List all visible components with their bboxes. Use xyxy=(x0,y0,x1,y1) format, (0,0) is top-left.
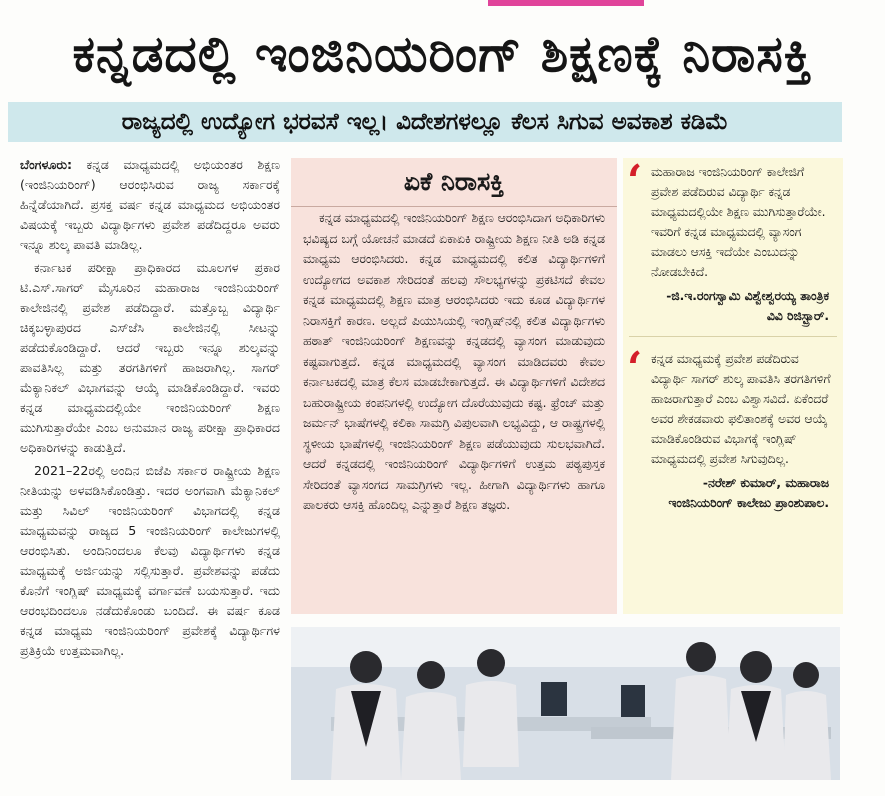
quotes-box xyxy=(623,158,843,614)
sidebar-title: ಏಕೆ ನಿರಾಸಕ್ತಿ xyxy=(403,167,505,196)
article-paragraph-2: ಕರ್ನಾಟಕ ಪರೀಕ್ಷಾ ಪ್ರಾಧಿಕಾರದ ಮೂಲಗಳ ಪ್ರಕಾರ ಟಿ.ಎಸ್.ಸಾಗರ್ ಮೈಸೂರಿನ ಮಹಾರಾಜ ಇಂಜಿನಿಯರಿಂಗ್ ಕಾಲೇಜಿನಲ್ಲಿ ಪ್ರವೇಶ ಪಡೆದಿದ್ದಾರೆ. ಮತ್ತೊಬ್ಬ ವಿದ್ಯಾರ್ಥಿ ಚಿಕ್ಕಬಳ್ಳಾಪುರದ ಎಸ್‌ಜೆಸಿ ಕಾಲೇಜಿನಲ್ಲಿ ಸೀಟನ್ನು ಪಡೆದುಕೊಂಡಿದ್ದಾರೆ. ಆದರೆ ಇಬ್ಬರು ಇನ್ನೂ ಶುಲ್ಕವನ್ನು ಪಾವತಿಸಿಲ್ಲ ಮತ್ತು ತರಗತಿಗಳಿಗೆ ಹಾಜರಾಗಿಲ್ಲ. ಸಾಗರ್ ಮೆಕ್ಯಾನಿಕಲ್ ವಿಭಾಗವನ್ನು ಆಯ್ಕೆ ಮಾಡಿಕೊಂಡಿದ್ದಾರೆ. ಇವರು ಕನ್ನಡ ಮಾಧ್ಯಮದಲ್ಲಿಯೇ ಇಂಜಿನಿಯರಿಂಗ್ ಶಿಕ್ಷಣ ಮುಗಿಸುತ್ತಾರೆಯೇ ಎಂಬ ಅನುಮಾನ ರಾಜ್ಯ ಪರೀಕ್ಷಾ ಪ್ರಾಧಿಕಾರದ ಅಧಿಕಾರಿಗಳನ್ನು ಕಾಡುತ್ತಿದೆ. xyxy=(20,260,280,455)
article-text-1: ಕನ್ನಡ ಮಾಧ್ಯಮದಲ್ಲಿ ಅಭಿಯಂತರ ಶಿಕ್ಷಣ (ಇಂಜಿನಿಯರಿಂಗ್) ಆರಂಭಿಸಿರುವ ರಾಜ್ಯ ಸರ್ಕಾರಕ್ಕೆ ಹಿನ್ನೆಡೆಯಾಗಿದೆ. ಪ್ರಸಕ್ತ ವರ್ಷ ಕನ್ನಡ ಮಾಧ್ಯಮದ ಅಭಿಯಂತರ ವಿಷಯಕ್ಕೆ ಇಬ್ಬರು ವಿದ್ಯಾರ್ಥಿಗಳು ಪ್ರವೇಶ ಪಡೆದಿದ್ದರೂ ಅವರು ಇನ್ನೂ ಶುಲ್ಕ ಪಾವತಿ ಮಾಡಿಲ್ಲ. xyxy=(20,157,280,252)
main-article xyxy=(20,155,280,775)
quote-mark-icon: ‘ xyxy=(627,158,643,207)
classroom-photo xyxy=(291,627,840,780)
quote-1-attribution: -ಜಿ.ಇ.ರಂಗಸ್ವಾಮಿ ವಿಶ್ವೇಶ್ವರಯ್ಯ ತಾಂತ್ರಿಕ ವಿವಿ ರಿಜಿಸ್ಟ್ರಾರ್. xyxy=(666,289,829,323)
article-paragraph-3: 2021–22ರಲ್ಲಿ ಅಂದಿನ ಬಿಜೆಪಿ ಸರ್ಕಾರ ರಾಷ್ಟ್ರೀಯ ಶಿಕ್ಷಣ ನೀತಿಯನ್ನು ಅಳವಡಿಸಿಕೊಂಡಿತ್ತು. ಇದರ ಅಂಗವಾಗಿ ಮೆಕ್ಯಾನಿಕಲ್ ಮತ್ತು ಸಿವಿಲ್ ಇಂಜಿನಿಯರಿಂಗ್ ವಿಭಾಗದಲ್ಲಿ ಕನ್ನಡ ಮಾಧ್ಯಮವನ್ನು ರಾಜ್ಯದ 5 ಇಂಜಿನಿಯರಿಂಗ್ ಕಾಲೇಜುಗಳಲ್ಲಿ ಆರಂಭಿಸಿತು. ಅಂದಿನಿಂದಲೂ ಕೆಲವು ವಿದ್ಯಾರ್ಥಿಗಳು ಕನ್ನಡ ಮಾಧ್ಯಮಕ್ಕೆ ಅರ್ಜಿಯನ್ನು ಸಲ್ಲಿಸುತ್ತಾರೆ. ಪ್ರವೇಶವನ್ನು ಪಡೆದು ಕೊನೆಗೆ ಇಂಗ್ಲಿಷ್ ಮಾಧ್ಯಮಕ್ಕೆ ವರ್ಗಾವಣೆ ಬಯಸುತ್ತಾರೆ. ಇದು ಆರಂಭದಿಂದಲೂ ನಡೆದುಕೊಂಡು ಬಂದಿದೆ. ಈ ವರ್ಷ ಕೂಡ ಕನ್ನಡ ಮಾಧ್ಯಮ ಇಂಜಿನಿಯರಿಂಗ್ ಪ್ರವೇಶಕ್ಕೆ ವಿದ್ಯಾರ್ಥಿಗಳ ಪ್ರತಿಕ್ರಿಯೆ ಉತ್ತಮವಾಗಿಲ್ಲ. xyxy=(20,463,280,658)
sidebar-box xyxy=(291,158,617,614)
quote-divider xyxy=(629,336,837,337)
sidebar-divider xyxy=(291,206,617,207)
quote-2 xyxy=(623,345,843,513)
quote-mark-icon: ‘ xyxy=(627,343,643,394)
subheadline: ರಾಜ್ಯದಲ್ಲಿ ಉದ್ಯೋಗ ಭರವಸೆ ಇಲ್ಲ। ವಿದೇಶಗಳಲ್ಲೂ ಕೆಲಸ ಸಿಗುವ ಅವಕಾಶ ಕಡಿಮೆ xyxy=(8,102,842,142)
top-accent-strip xyxy=(488,0,644,6)
quote-1 xyxy=(623,158,843,326)
classroom-photo-illustration xyxy=(291,627,840,780)
dateline: ಬೆಂಗಳೂರು: xyxy=(20,157,73,172)
sidebar-body: ಕನ್ನಡ ಮಾಧ್ಯಮದಲ್ಲಿ ಇಂಜಿನಿಯರಿಂಗ್ ಶಿಕ್ಷಣ ಆರಂಭಿಸಿದಾಗ ಅಧಿಕಾರಿಗಳು ಭವಿಷ್ಯದ ಬಗ್ಗೆ ಯೋಚನೆ ಮಾಡದೆ ಏಕಾಏಕಿ ರಾಷ್ಟ್ರೀಯ ಶಿಕ್ಷಣ ನೀತಿ ಅಡಿ ಕನ್ನಡ ಮಾಧ್ಯಮ ಆರಂಭಿಸಿದರು. ಕನ್ನಡ ಮಾಧ್ಯಮದಲ್ಲಿ ಕಲಿತ ವಿದ್ಯಾರ್ಥಿಗಳಿಗೆ ಉದ್ಯೋಗದ ಅವಕಾಶ ಸೇರಿದಂತೆ ಹಲವು ಸೌಲಭ್ಯಗಳನ್ನು ಪ್ರಕಟಿಸದೆ ಕೇವಲ ಕನ್ನಡ ಮಾಧ್ಯಮದಲ್ಲಿ ಶಿಕ್ಷಣ ಮಾತ್ರ ಆರಂಭಿಸಿದರು ಇದು ಕೂಡ ವಿದ್ಯಾರ್ಥಿಗಳ ನಿರಾಸಕ್ತಿಗೆ ಕಾರಣ. ಅಲ್ಲದೆ ಪಿಯುಸಿಯಲ್ಲಿ ಇಂಗ್ಲಿಷ್‌ನಲ್ಲಿ ಕಲಿತ ವಿದ್ಯಾರ್ಥಿಗಳು ಹಠಾತ್ ಇಂಜಿನಿಯರಿಂಗ್ ಶಿಕ್ಷಣವನ್ನು ಕನ್ನಡದಲ್ಲಿ ವ್ಯಾಸಂಗ ಮಾಡುವುದು ಕಷ್ಟವಾಗುತ್ತದೆ. ಕನ್ನಡ ಮಾಧ್ಯಮದಲ್ಲಿ ವ್ಯಾಸಂಗ ಮಾಡಿದವರು ಕೇವಲ ಕರ್ನಾಟಕದಲ್ಲಿ ಮಾತ್ರ ಕೆಲಸ ಮಾಡಬೇಕಾಗುತ್ತದೆ. ಈ ವಿದ್ಯಾರ್ಥಿಗಳಿಗೆ ವಿದೇಶದ ಬಹುರಾಷ್ಟ್ರೀಯ ಕಂಪನಿಗಳಲ್ಲಿ ಉದ್ಯೋಗ ದೊರೆಯುವುದು ಕಷ್ಟ. ಫ್ರೆಂಚ್ ಮತ್ತು ಜರ್ಮನ್ ಭಾಷೆಗಳಲ್ಲಿ ಕಲಿಕಾ ಸಾಮಗ್ರಿ ವಿಪುಲವಾಗಿ ಲಭ್ಯವಿದ್ದು, ಆ ರಾಷ್ಟ್ರಗಳಲ್ಲಿ ಸ್ಥಳೀಯ ಭಾಷೆಗಳಲ್ಲಿ ಇಂಜಿನಿಯರಿಂಗ್ ಶಿಕ್ಷಣ ಪಡೆಯುವುದು ಸುಲಭವಾಗಿದೆ. ಆದರೆ ಕನ್ನಡದಲ್ಲಿ ಇಂಜಿನಿಯರಿಂಗ್ ವಿದ್ಯಾರ್ಥಿಗಳಿಗೆ ಉತ್ತಮ ಪಠ್ಯಪುಸ್ತಕ ಸೇರಿದಂತೆ ವ್ಯಾಸಂಗದ ಸಾಮಗ್ರಿಗಳು ಇಲ್ಲ. ಹೀಗಾಗಿ ವಿದ್ಯಾರ್ಥಿಗಳು ಹಾಗೂ ಪಾಲಕರು ಆಸಕ್ತಿ ಹೊಂದಿಲ್ಲ ಎನ್ನುತ್ತಾರೆ ಶಿಕ್ಷಣ ತಜ್ಞರು. xyxy=(303,211,605,512)
headline: ಕನ್ನಡದಲ್ಲಿ ಇಂಜಿನಿಯರಿಂಗ್ ಶಿಕ್ಷಣಕ್ಕೆ ನಿರಾಸಕ್ತಿ xyxy=(72,25,813,83)
article-paragraph-1 xyxy=(20,155,280,255)
quote-2-attribution: -ನರೇಶ್ ಕುಮಾರ್, ಮಹಾರಾಜ ಇಂಜಿನಿಯರಿಂಗ್ ಕಾಲೇಜು ಪ್ರಾಂಶುಪಾಲ. xyxy=(668,476,829,510)
quote-2-text: ಕನ್ನಡ ಮಾಧ್ಯಮಕ್ಕೆ ಪ್ರವೇಶ ಪಡೆದಿರುವ ವಿದ್ಯಾರ್ಥಿ ಸಾಗರ್ ಶುಲ್ಕ ಪಾವತಿಸಿ ತರಗತಿಗಳಿಗೆ ಹಾಜರಾಗುತ್ತಾರೆ ಎಂಬ ವಿಶ್ವಾಸವಿದೆ. ಏಕೆಂದರೆ ಅವರ ಶೇಕಡವಾರು ಫಲಿತಾಂಶಕ್ಕೆ ಅವರ ಆಯ್ಕೆ ಮಾಡಿಕೊಂಡಿರುವ ವಿಭಾಗಕ್ಕೆ ಇಂಗ್ಲಿಷ್ ಮಾಧ್ಯಮದಲ್ಲಿ ಪ್ರವೇಶ ಸಿಗುವುದಿಲ್ಲ. xyxy=(651,352,831,466)
quote-1-text: ಮಹಾರಾಜ ಇಂಜಿನಿಯರಿಂಗ್ ಕಾಲೇಜಿಗೆ ಪ್ರವೇಶ ಪಡೆದಿರುವ ವಿದ್ಯಾರ್ಥಿ ಕನ್ನಡ ಮಾಧ್ಯಮದಲ್ಲಿಯೇ ಶಿಕ್ಷಣ ಮುಗಿಸುತ್ತಾರೆಯೇ. ಇವರಿಗೆ ಕನ್ನಡ ಮಾಧ್ಯಮದಲ್ಲಿ ವ್ಯಾಸಂಗ ಮಾಡಲು ಆಸಕ್ತಿ ಇದೆಯೇ ಎಂಬುದನ್ನು ನೋಡಬೇಕಿದೆ. xyxy=(651,165,826,279)
